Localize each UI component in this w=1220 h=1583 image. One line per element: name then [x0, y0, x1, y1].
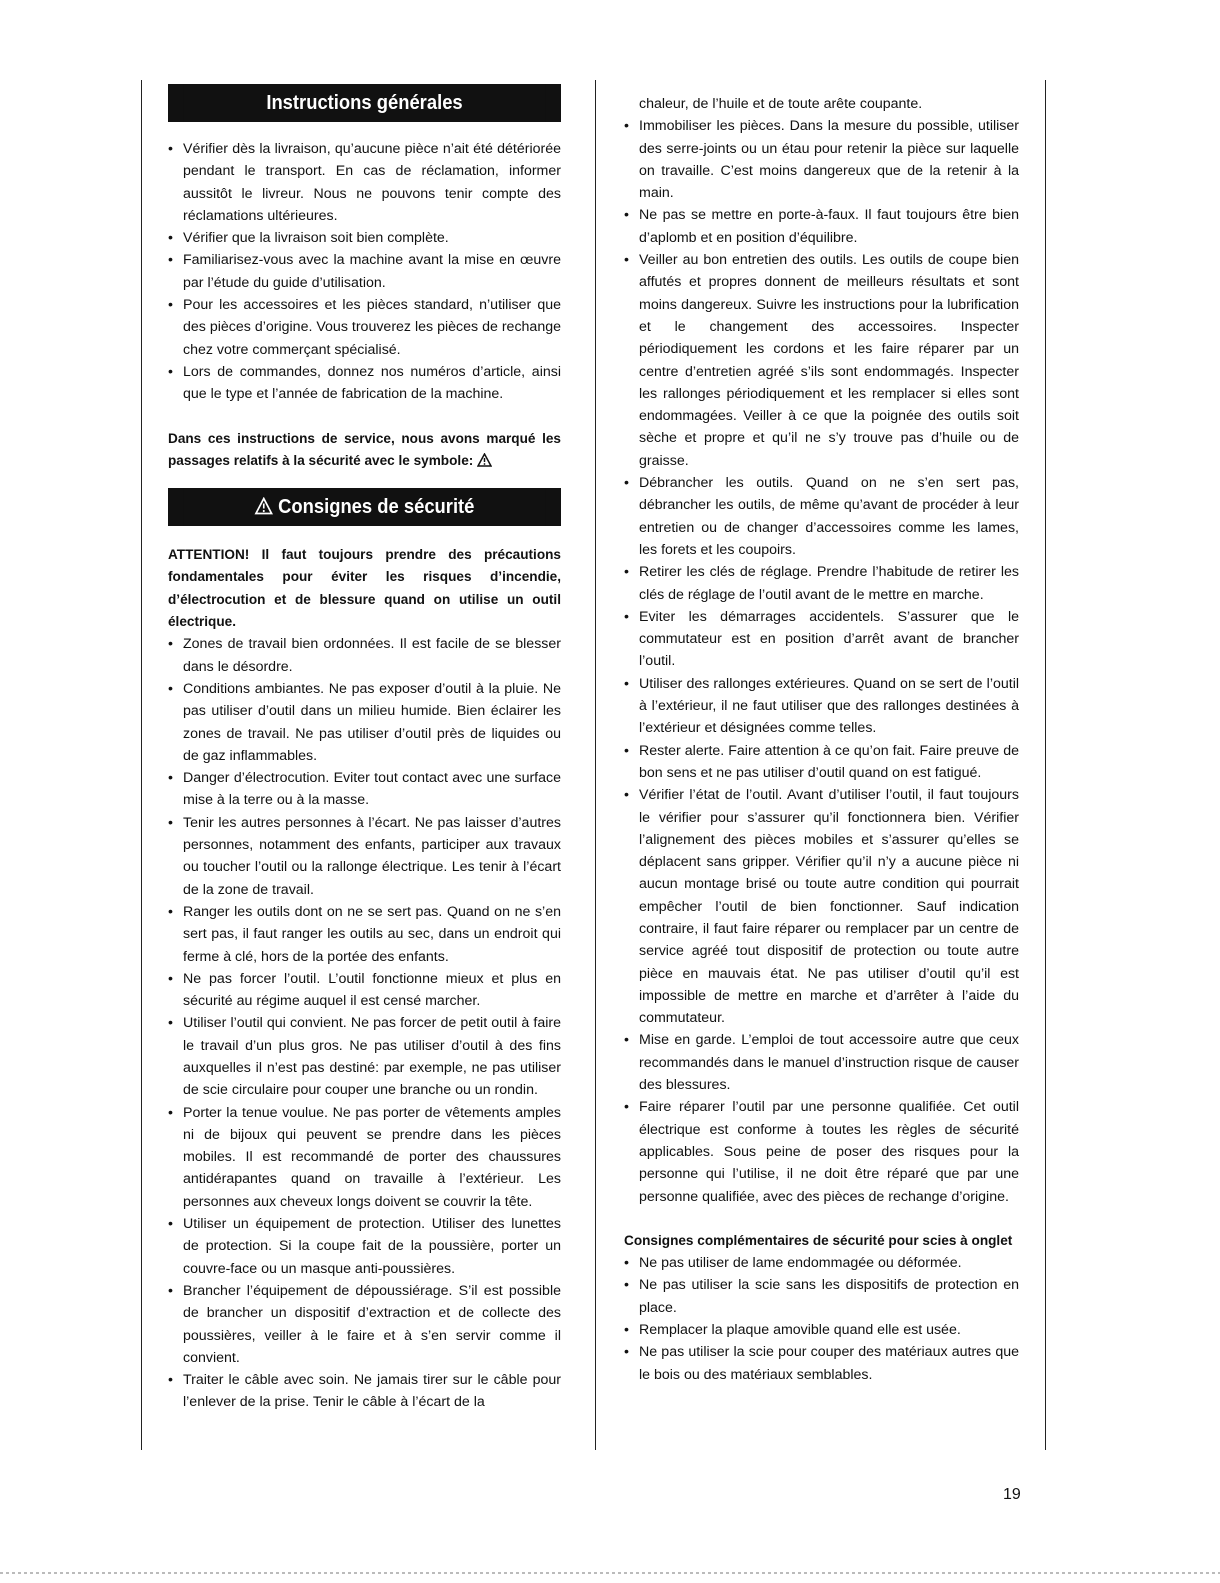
list-item: • Ne pas se mettre en porte-à-faux. Il faut toujours être bien d’aplomb et en position d’équilibre.	[624, 204, 1019, 249]
list-item: • Pour les accessoires et les pièces standard, n’utiliser que des pièces d’origine. Vous trouverez les pièces de rechange chez votre commerçant spécialisé.	[168, 294, 561, 361]
safety-list-left	[168, 633, 561, 1413]
list-item: • Tenir les autres personnes à l’écart. Ne pas laisser d’autres personnes, notamment des enfants, participer aux travaux ou toucher l’outil ou la rallonge électrique. Les tenir à l’écart de la zone de travail.	[168, 812, 561, 901]
list-item: • Zones de travail bien ordonnées. Il est facile de se blesser dans le désordre.	[168, 633, 561, 678]
list-item: • Porter la tenue voulue. Ne pas porter de vêtements amples ni de bijoux qui peuvent se prendre dans les pièces mobiles. Il est recommandé de porter des chaussures antidérapantes quand on travaille à l’extérieur. Les personnes aux cheveux longs doivent se couvrir la tête.	[168, 1102, 561, 1213]
list-item: • Familiarisez-vous avec la machine avant la mise en œuvre par l’étude du guide d’utilisation.	[168, 249, 561, 294]
safety-heading-box	[168, 488, 561, 526]
list-item: • Ne pas utiliser de lame endommagée ou déformée.	[624, 1252, 1019, 1274]
list-item: • Lors de commandes, donnez nos numéros d’article, ainsi que le type et l’année de fabrication de la machine.	[168, 361, 561, 406]
page-number: 19	[1003, 1486, 1021, 1503]
list-item: • Immobiliser les pièces. Dans la mesure du possible, utiliser des serre-joints ou un étau pour retenir la pièce sur laquelle on travaille. C’est moins dangereux que de la retenir à la main.	[624, 115, 1019, 204]
right-margin-rule	[1045, 80, 1046, 1450]
continued-text: chaleur, de l’huile et de toute arête coupante.	[639, 96, 923, 112]
list-item: • Eviter les démarrages accidentels. S’assurer que le commutateur est en position d’arrêt avant de brancher l’outil.	[624, 606, 1019, 673]
list-item: • Remplacer la plaque amovible quand elle est usée.	[624, 1319, 1019, 1341]
list-item: • Mise en garde. L’emploi de tout accessoire autre que ceux recommandés dans le manuel d’instruction risque de causer des blessures.	[624, 1029, 1019, 1096]
list-item: • Faire réparer l’outil par une personne qualifiée. Cet outil électrique est conforme à toutes les règles de sécurité applicables. Sous peine de poser des risques pour la personne qui l’utilise, il ne doit être réparé que par une personne qualifiée, avec des pièces de rechange d’origine.	[624, 1096, 1019, 1207]
list-item: • Débrancher les outils. Quand on ne s’en sert pas, débrancher les outils, de même qu’avant de procéder à leur entretien ou de changer d’accessoires comme les lames, les forets et les coupoirs.	[624, 472, 1019, 561]
bottom-dotted-edge	[0, 1572, 1220, 1574]
list-item: • Vérifier dès la livraison, qu’aucune pièce n’ait été détériorée pendant le transport. En cas de réclamation, informer aussitôt le livreur. Nous ne pouvons tenir compte des réclamations ultérieures.	[168, 138, 561, 227]
safety-symbol-note-text: Dans ces instructions de service, nous avons marqué les passages relatifs à la sécurité avec le symbole:	[168, 430, 561, 468]
list-item: • Brancher l’équipement de dépoussiérage. S’il est possible de brancher un dispositif d’extraction et de collecte des poussières, veiller à le faire et à s’en servir comme il convient.	[168, 1280, 561, 1369]
safety-symbol-note	[168, 428, 561, 475]
safety-intro: ATTENTION! Il faut toujours prendre des précautions fondamentales pour éviter les risques d’incendie, d’électrocution et de blessure quand on utilise un outil électrique.	[168, 547, 561, 630]
right-column	[624, 93, 1019, 1386]
safety-heading	[184, 488, 546, 526]
list-item: • Ne pas utiliser la scie sans les dispositifs de protection en place.	[624, 1274, 1019, 1319]
general-heading-box	[168, 84, 561, 122]
miter-saw-list	[624, 1252, 1019, 1386]
list-item: • Vérifier que la livraison soit bien complète.	[168, 227, 561, 249]
safety-heading-text: Consignes de sécurité	[278, 496, 475, 519]
left-column	[168, 84, 561, 1414]
safety-list-right	[624, 115, 1019, 1208]
list-item: • Traiter le câble avec soin. Ne jamais tirer sur le câble pour l’enlever de la prise. Tenir le câble à l’écart de la	[168, 1369, 561, 1414]
list-item: • Veiller au bon entretien des outils. Les outils de coupe bien affutés et propres donnent de meilleurs résultats et sont moins dangereux. Suivre les instructions pour la lubrification et le changement des accessoires. Inspecter périodiquement les cordons et les faire réparer par un centre d’entretien agréé s’ils sont endommagés. Inspecter les rallonges périodiquement et les remplacer si elles sont endommagées. Veiller à ce que la poignée des outils soit sèche et propre et qu’il ne s’y trouve pas d’huile ou de graisse.	[624, 249, 1019, 472]
list-item: • Danger d’électrocution. Eviter tout contact avec une surface mise à la terre ou à la masse.	[168, 767, 561, 812]
list-item: • Vérifier l’état de l’outil. Avant d’utiliser l’outil, il faut toujours le vérifier pour s’assurer qu’il fonctionnera bien. Vérifier l’alignement des pièces mobiles et s’assurer qu’elles se déplacent sans gripper. Vérifier qu’il n’y a aucune pièce ni aucun montage brisé ou toute autre condition qui pourrait empêcher l’outil de bien fonctionner. Sauf indication contraire, il faut faire réparer ou remplacer par un centre de service agréé tout dispositif de protection ou toute autre pièce en mauvais état. Ne pas utiliser d’outil qu’il est impossible de mettre en marche et d’arrêter à l’aide du commutateur.	[624, 784, 1019, 1029]
list-item: • Ne pas utiliser la scie pour couper des matériaux autres que le bois ou des matériaux semblables.	[624, 1341, 1019, 1386]
miter-saw-subheading: Consignes complémentaires de sécurité pour scies à onglet	[624, 1232, 1013, 1248]
list-item: • Conditions ambiantes. Ne pas exposer d’outil à la pluie. Ne pas utiliser d’outil dans un milieu humide. Bien éclairer les zones de travail. Ne pas utiliser d’outil près de liquides ou de gaz inflammables.	[168, 678, 561, 767]
left-margin-rule	[141, 80, 142, 1450]
center-rule	[595, 80, 596, 1450]
list-item: • Utiliser des rallonges extérieures. Quand on se sert de l’outil à l’extérieur, il ne faut utiliser que des rallonges destinées à l’extérieur et désignées comme telles.	[624, 673, 1019, 740]
list-item: • Utiliser un équipement de protection. Utiliser des lunettes de protection. Si la coupe fait de la poussière, porter un couvre-face ou un masque anti-poussières.	[168, 1213, 561, 1280]
list-item: • Ne pas forcer l’outil. L’outil fonctionne mieux et plus en sécurité au régime auquel il est censé marcher.	[168, 968, 561, 1013]
list-item: • Rester alerte. Faire attention à ce qu’on fait. Faire preuve de bon sens et ne pas utiliser d’outil quand on est fatigué.	[624, 740, 1019, 785]
list-item: • Ranger les outils dont on ne se sert pas. Quand on ne s’en sert pas, il faut ranger les outils au sec, dans un endroit qui ferme à clé, hors de la portée des enfants.	[168, 901, 561, 968]
warning-triangle-icon	[255, 490, 273, 526]
list-item: • Utiliser l’outil qui convient. Ne pas forcer de petit outil à faire le travail d’un plus gros. Ne pas utiliser d’outil à des fins auxquelles il n’est pas destiné: par exemple, ne pas utiliser de scie circulaire pour couper une branche ou un rondin.	[168, 1012, 561, 1101]
list-item: • Retirer les clés de réglage. Prendre l’habitude de retirer les clés de réglage de l’outil avant de le mettre en marche.	[624, 561, 1019, 606]
general-list	[168, 138, 561, 406]
warning-triangle-icon	[477, 452, 492, 474]
general-heading: Instructions générales	[184, 84, 546, 122]
